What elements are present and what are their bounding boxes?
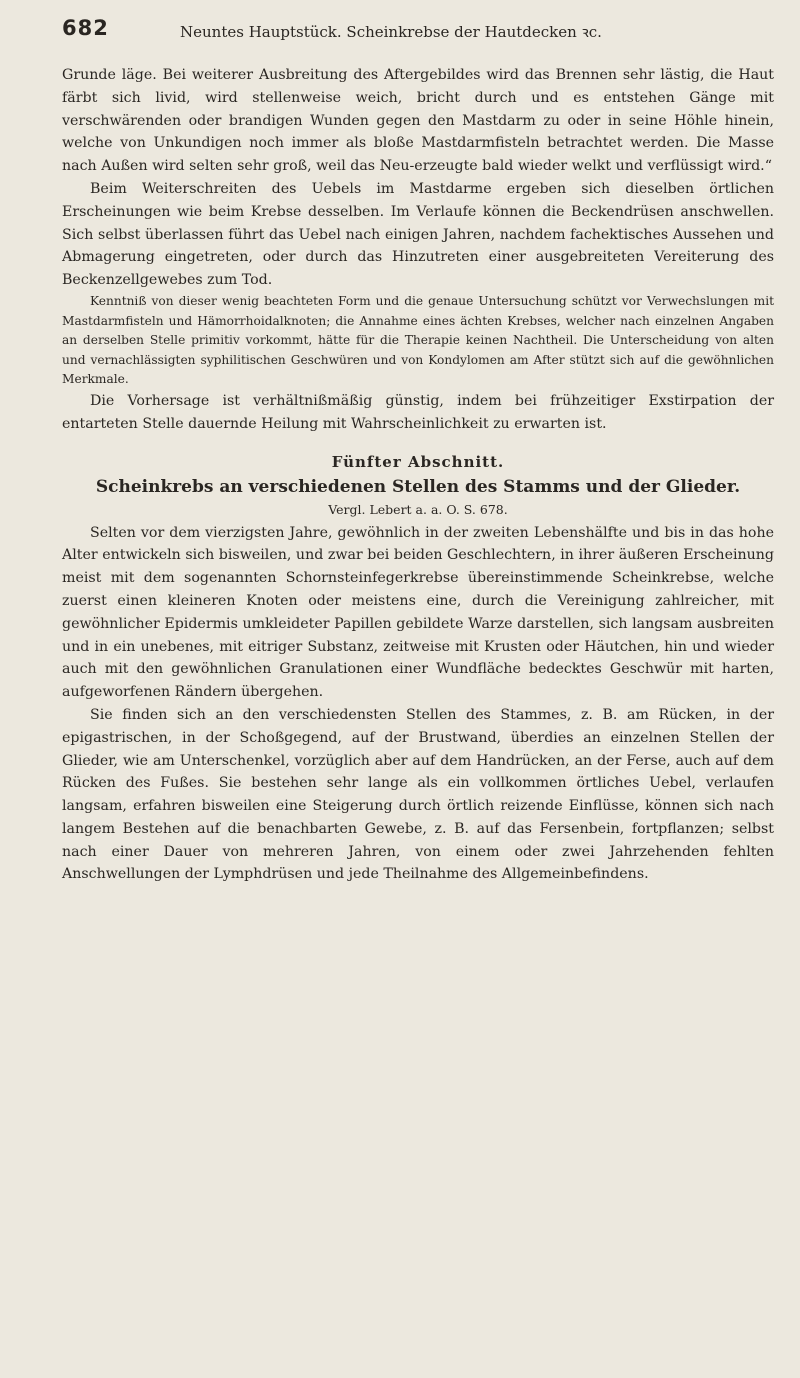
paragraph-5: Selten vor dem vierzigsten Jahre, gewöhnlich in der zweiten Lebenshälfte und bis in das hohe Alter entwickeln sich bisweilen, und zwar bei beiden Geschlechtern, in ihrer äußeren Erscheinung meist mit dem sogenannten Schornsteinfegerkrebse übereinstimmende Scheinkrebse, welche zuerst einen kleineren Knoten oder meistens eine, durch die Vereinigung zahlreicher, mit gewöhnlicher Epidermis umkleideter Papillen gebildete Warze darstellen, sich langsam ausbreiten und in ein unebenes, mit eitriger Substanz, zeitweise mit Krusten oder Häutchen, hin und wieder auch mit den gewöhnlichen Granulationen einer Wundfläche bedecktes Geschwür mit harten, aufgeworfenen Rändern übergehen. [62, 524, 774, 701]
paragraph-4: Die Vorhersage ist verhältnißmäßig günstig, indem bei frühzeitiger Exstirpation der entarteten Stelle dauernde Heilung mit Wahrscheinlichkeit zu erwarten ist. [62, 392, 774, 432]
running-head: Neuntes Hauptstück. Scheinkrebse der Hautdecken ꝛc. [180, 23, 602, 41]
section-reference: Vergl. Lebert a. a. O. S. 678. [328, 501, 508, 517]
paragraph-6: Sie finden sich an den verschiedensten Stellen des Stammes, z. B. am Rücken, in der epigastrischen, in der Schoßgegend, auf der Brustwand, überdies an einzelnen Stellen der Glieder, wie am Unterschenkel, vorzüglich aber auf dem Handrücken, an der Ferse, auch auf dem Rücken des Fußes. Sie bestehen sehr lange als ein vollkommen örtliches Uebel, verlaufen langsam, erfahren bisweilen eine Steigerung durch örtlich reizende Einflüsse, können sich nach langem Bestehen auf die benachbarten Gewebe, z. B. auf das Fersenbein, fortpflanzen; selbst nach einer Dauer von mehreren Jahren, von einem oder zwei Jahrzehenden fehlten Anschwellungen der Lymphdrüsen und jede Theilnahme des Allgemeinbefindens. [62, 706, 774, 883]
page-header [62, 16, 782, 56]
paragraph-1: Grunde läge. Bei weiterer Ausbreitung des Aftergebildes wird das Brennen sehr lästig, die Haut färbt sich livid, wird stellenweise weich, bricht durch und es entstehen Gänge mit verschwärenden oder brandigen Wunden gegen den Mastdarm zu oder in seine Höhle hinein, welche von Unkundigen noch immer als bloße Mastdarmfisteln betrachtet werden. Die Masse nach Außen wird selten sehr groß, weil das Neu-erzeugte bald wieder welkt und verflüssigt wird.“ [62, 67, 774, 175]
page-body [62, 64, 774, 886]
page-number: 682 [62, 16, 109, 40]
section-title: Scheinkrebs an verschiedenen Stellen des Stamms und der Glieder. [95, 476, 741, 497]
section-number-title: Fünfter Abschnitt. [331, 452, 505, 471]
paragraph-2: Beim Weiterschreiten des Uebels im Mastdarme ergeben sich dieselben örtlichen Erscheinungen wie beim Krebse desselben. Im Verlaufe können die Beckendrüsen anschwellen. Sich selbst überlassen führt das Uebel nach einigen Jahren, nachdem fachektisches Aussehen und Abmagerung eingetreten, oder durch das Hinzutreten einer ausgebreiteten Vereiterung des Beckenzellgewebes zum Tod. [62, 180, 774, 289]
paragraph-3-smallprint: Kenntniß von dieser wenig beachteten Form und die genaue Untersuchung schützt vor Verwechslungen mit Mastdarmfisteln und Hämorrhoidalknoten; die Annahme eines ächten Krebses, welcher nach einzelnen Angaben an derselben Stelle primitiv vorkommt, hätte für die Therapie keinen Nachtheil. Die Unterscheidung von alten und vernachlässigten syphilitischen Geschwüren und von Kondylomen am After stützt sich auf die gewöhnlichen Merkmale. [62, 293, 774, 387]
